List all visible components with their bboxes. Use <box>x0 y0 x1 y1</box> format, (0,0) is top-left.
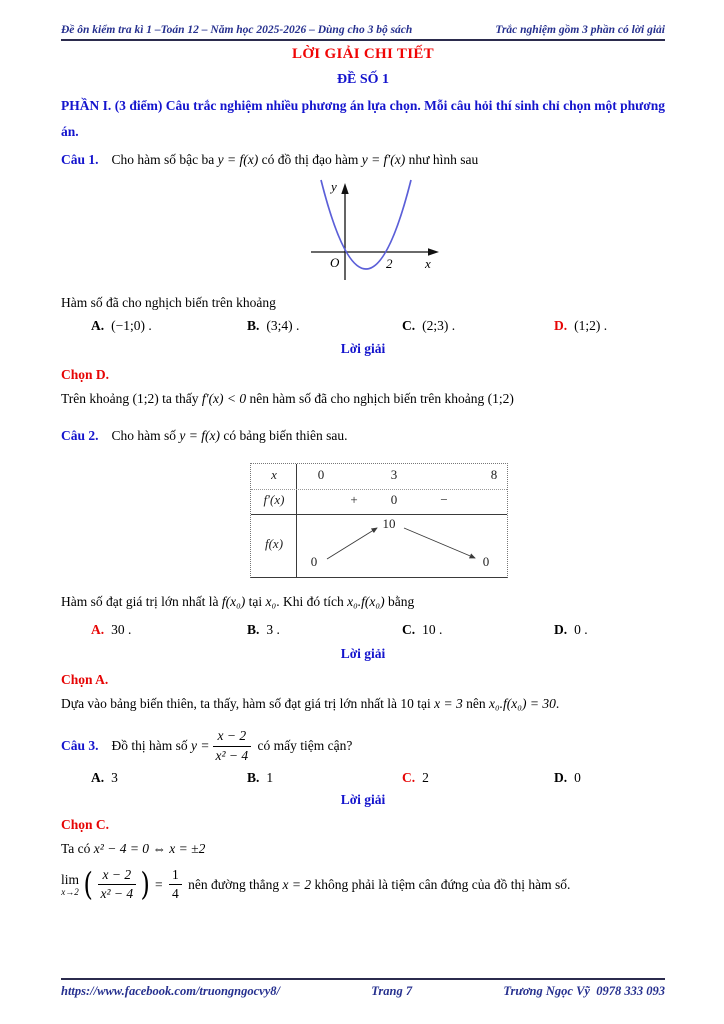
derivative-graph-figure <box>61 173 665 289</box>
q3-option-c: C. 2 <box>402 769 429 785</box>
q1-option-a: A. (−1;0) . <box>91 318 152 334</box>
x-axis-label: x <box>425 256 431 272</box>
result-fraction: $\frac{1}{4}$ <box>169 867 182 902</box>
q3-chosen-answer: Chọn C. <box>61 816 110 832</box>
question-1-label: Câu 1. <box>61 152 99 168</box>
bbt-f-label: f(x) <box>264 535 284 551</box>
bbt-fprime-label: f′(x) <box>263 491 285 507</box>
question-2: Câu 2. Cho hàm số y = f(x) có bảng biến thiên sau. <box>61 427 348 443</box>
q3-option-a: A. 3 <box>91 769 118 785</box>
q3-option-b: B. 1 <box>247 769 274 785</box>
q3-fraction: $\frac{x - 2}{\text{x² − 4}}$ <box>213 728 252 763</box>
bbt-f-start: 0 <box>310 553 318 569</box>
question-3: Câu 3. Đồ thị hàm số y = $\frac{x - 2}{\text{x² − 4}}$ có mấy tiệm cận? <box>61 728 353 763</box>
bbt-x-value: 8 <box>490 466 498 482</box>
q1-solution: Trên khoảng (1;2) ta thấy f′(x) < 0 nên hàm số đã cho nghịch biến trên khoảng (1;2) <box>61 391 514 407</box>
root-2-label: 2 <box>386 256 393 272</box>
y-axis-label: y <box>331 179 337 195</box>
question-2-options <box>91 622 665 638</box>
derivative-graph <box>277 173 449 285</box>
open-paren: ( <box>83 865 93 904</box>
variation-table <box>250 463 508 578</box>
bbt-fprime-sign: 0 <box>390 491 398 507</box>
page-title: LỜI GIẢI CHI TIẾT <box>292 46 434 62</box>
header-right-text: Trắc nghiệm gồm 3 phần có lời giải <box>495 24 665 36</box>
table-row-divider-1 <box>251 489 507 490</box>
increase-arrow-icon <box>327 528 377 559</box>
bbt-fprime-sign: − <box>440 491 448 507</box>
header-left-text: Đề ôn kiểm tra kì 1 –Toán 12 – Năm học 2025-2026 – Dùng cho 3 bộ sách <box>61 24 413 36</box>
question-3-label: Câu 3. <box>61 737 99 753</box>
question-3-options <box>91 770 665 786</box>
facebook-link[interactable]: https://www.facebook.com/truongngocvy8/ <box>61 984 280 998</box>
author-credit: Trương Ngọc Vỹ 0978 333 093 <box>503 984 665 998</box>
q1-loi-giai-heading: Lời giải <box>340 341 386 357</box>
decrease-arrow-icon <box>404 528 475 558</box>
q1-option-d: D. (1;2) . <box>554 318 608 334</box>
x-axis-arrow-icon <box>428 249 439 256</box>
limit-operator: lim x→2 <box>61 872 80 897</box>
exam-number-title: ĐỀ SỐ 1 <box>336 72 390 87</box>
q2-option-b: B. 3 . <box>247 621 280 637</box>
limit-fraction: $\frac{x - 2}{\text{x² − 4}}$ <box>98 867 137 902</box>
q3-solution-limit: lim x→2 ( $\frac{x - 2}{\text{x² − 4}}$ ) = $\frac{1}{4}$ nên đường thẳng x = 2 không phải là tiệm cân đứng của đồ thị hàm số. <box>61 865 571 904</box>
part-heading: PHẦN I. (3 điểm) Câu trắc nghiệm nhiều phương án lựa chọn. Mỗi câu hỏi thí sinh chỉ chọn một phương án. <box>61 98 665 139</box>
q2-loi-giai-heading: Lời giải <box>340 645 386 661</box>
bbt-f-max: 10 <box>382 515 396 531</box>
page-footer <box>61 978 665 999</box>
question-1-options <box>91 318 665 334</box>
bbt-fprime-sign: + <box>350 491 358 507</box>
q1-option-c: C. (2;3) . <box>402 318 456 334</box>
page-header <box>61 24 665 41</box>
bbt-x-value: 3 <box>390 466 398 482</box>
q2-option-c: C. 10 . <box>402 621 443 637</box>
table-column-divider <box>296 464 297 577</box>
bbt-x-value: 0 <box>317 466 325 482</box>
q2-option-a: A. 30 . <box>91 621 132 637</box>
q3-loi-giai-heading: Lời giải <box>340 791 386 807</box>
q3-option-d: D. 0 <box>554 769 581 785</box>
question-1-prompt: Hàm số đã cho nghịch biến trên khoảng <box>61 295 276 311</box>
q2-chosen-answer: Chọn A. <box>61 671 109 687</box>
question-2-prompt: Hàm số đạt giá trị lớn nhất là f(x₀) tại x₀. Khi đó tích x₀.f(x₀) bằng <box>61 593 415 609</box>
page-number: Trang 7 <box>371 984 413 998</box>
question-2-label: Câu 2. <box>61 427 99 443</box>
bbt-x-label: x <box>271 466 277 482</box>
origin-label: O <box>330 255 340 271</box>
q1-option-b: B. (3;4) . <box>247 318 300 334</box>
question-1: Câu 1. Cho hàm số bậc ba y = f(x) có đồ thị đạo hàm y = f′(x) như hình sau <box>61 152 479 168</box>
close-paren: ) <box>140 865 151 904</box>
q3-solution-line-1: Ta có x² − 4 = 0 ⇔ x = ±2 <box>61 840 206 856</box>
q2-solution: Dựa vào bảng biến thiên, ta thấy, hàm số đạt giá trị lớn nhất là 10 tại x = 3 nên x₀.f(x₀) = 30. <box>61 695 560 711</box>
bbt-f-end: 0 <box>482 553 490 569</box>
table-row-divider-2 <box>251 514 507 515</box>
q2-option-d: D. 0 . <box>554 621 588 637</box>
q1-chosen-answer: Chọn D. <box>61 367 110 383</box>
y-axis-arrow-icon <box>341 183 348 194</box>
variation-arrows <box>251 464 507 577</box>
